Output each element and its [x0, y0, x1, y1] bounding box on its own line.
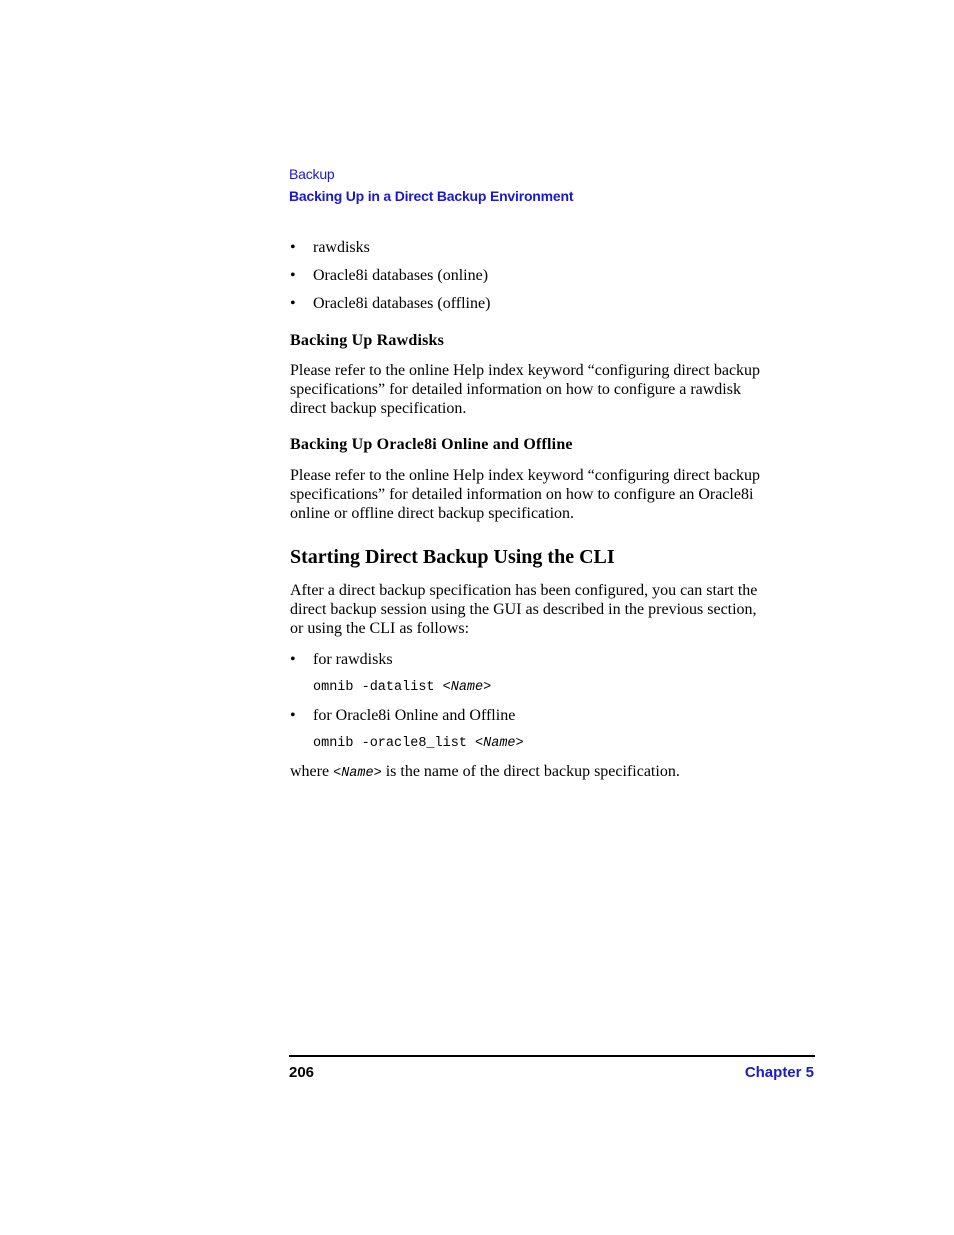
paragraph-oracle: Please refer to the online Help index keyword “configuring direct backup specifications” for detailed information on how to configure an Oracle8i online or offline direct backup specification. [290, 467, 761, 522]
bullet-icon: • [290, 267, 296, 284]
paragraph-cli: After a direct backup specification has been configured, you can start the direct backup session using the GUI as described in the previous section, or using the CLI as follows: [290, 582, 758, 637]
list-item: • rawdisks [290, 239, 370, 256]
chapter-label: Chapter 5 [744, 1064, 814, 1081]
footer-rule [289, 1055, 815, 1057]
bullet-icon: • [290, 707, 296, 724]
running-header-section: Backup [289, 166, 335, 182]
running-header-subsection: Backing Up in a Direct Backup Environment [289, 188, 574, 204]
section-heading-cli: Starting Direct Backup Using the CLI [290, 546, 615, 568]
section-heading-oracle: Backing Up Oracle8i Online and Offline [290, 436, 573, 453]
list-item: • Oracle8i databases (offline) [290, 295, 491, 312]
section-heading-rawdisks: Backing Up Rawdisks [290, 332, 445, 349]
page-number: 206 [289, 1064, 315, 1081]
list-item: • for Oracle8i Online and Offline [290, 707, 516, 724]
command-example-datalist: omnib -datalist <Name> [313, 680, 492, 695]
paragraph-rawdisks: Please refer to the online Help index keyword “configuring direct backup specifications” for detailed information on how to configure a rawdisk direct backup specification. [290, 362, 761, 417]
paragraph-where: where <Name> is the name of the direct backup specification. [290, 763, 680, 781]
command-example-oracle8: omnib -oracle8_list <Name> [313, 736, 524, 751]
list-item: • Oracle8i databases (online) [290, 267, 489, 284]
bullet-icon: • [290, 239, 296, 256]
bullet-icon: • [290, 651, 296, 668]
list-item: • for rawdisks [290, 651, 393, 668]
bullet-icon: • [290, 295, 296, 312]
